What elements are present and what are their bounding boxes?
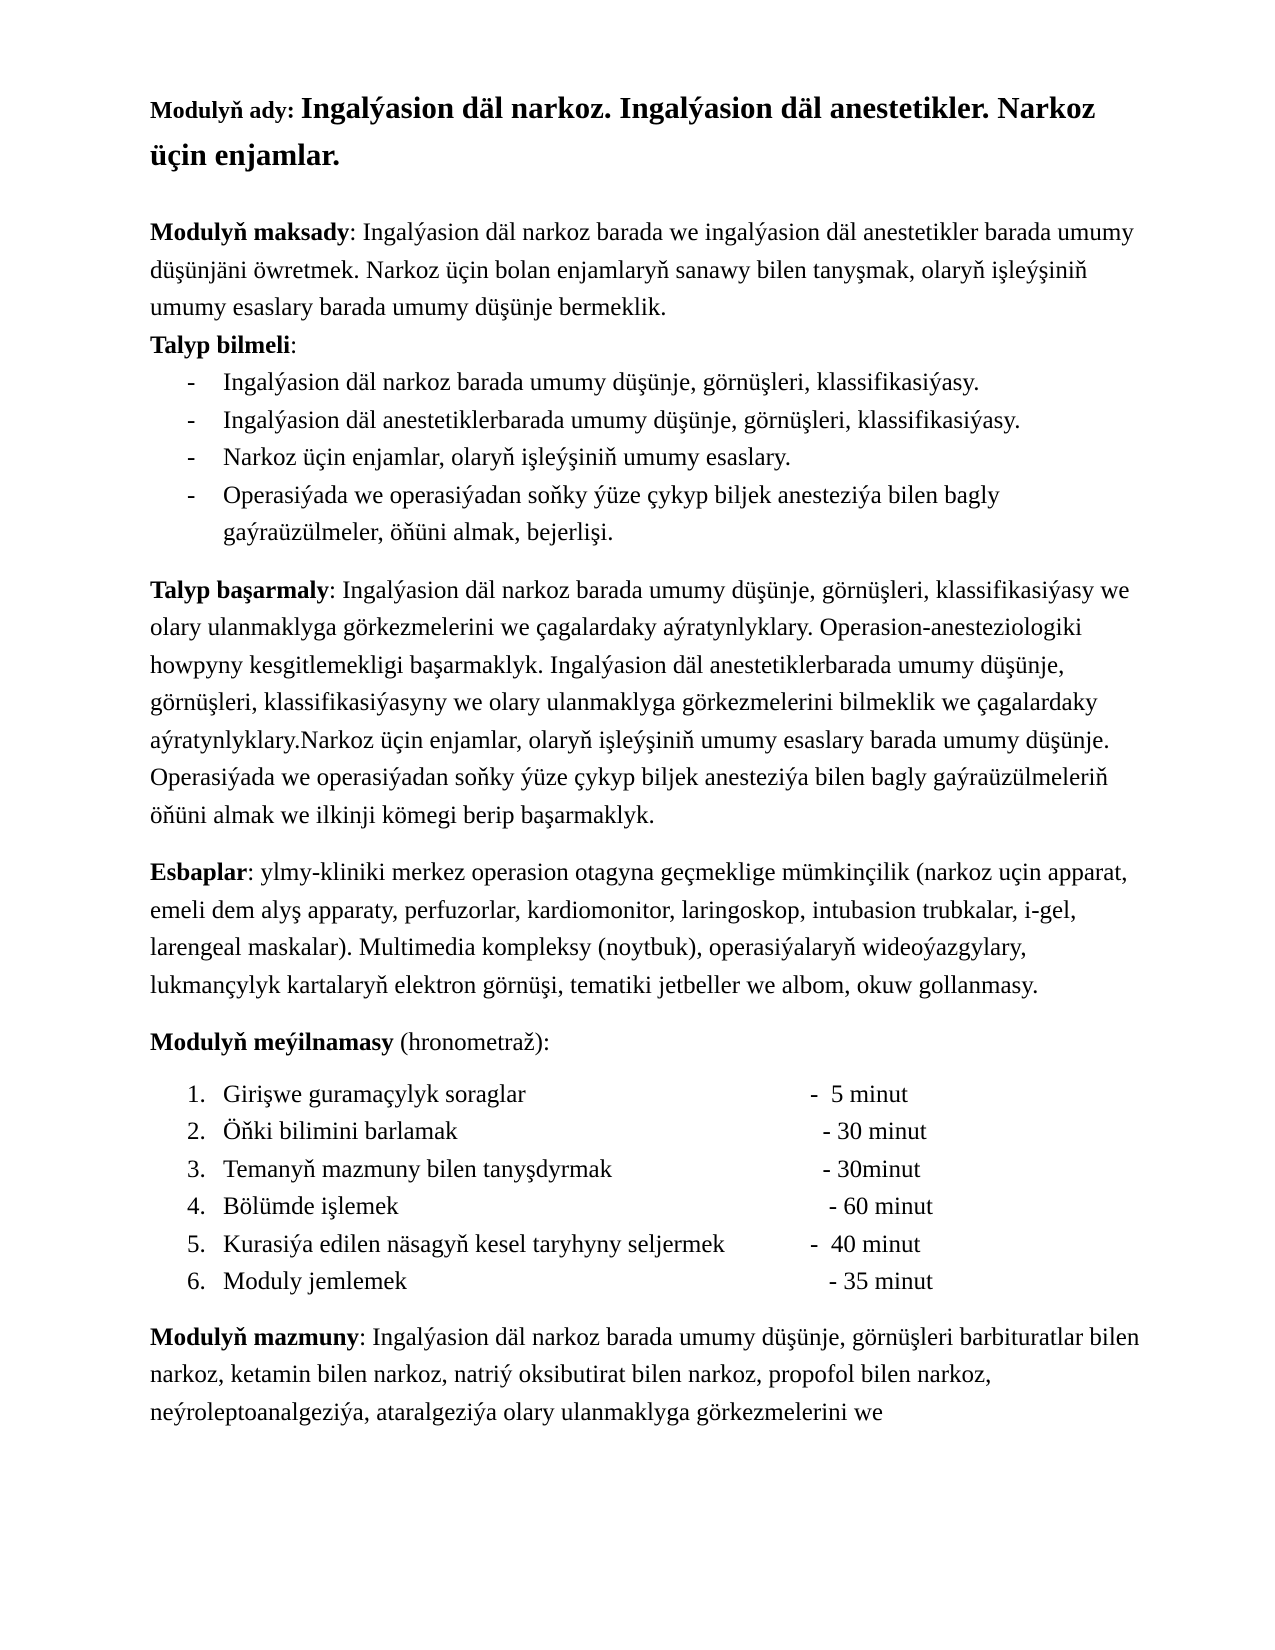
plan-item-text: Öňki bilimini barlamak — [223, 1118, 458, 1145]
aim-label: Modulyň maksady — [150, 219, 350, 246]
plan-item-duration: - 40 minut — [810, 1230, 921, 1258]
plan-item-text: Girişwe guramaçylyk soraglar — [223, 1080, 526, 1108]
equipment-paragraph — [150, 854, 1155, 1004]
plan-item-duration: - 5 minut — [810, 1080, 908, 1108]
skills-section — [150, 572, 1155, 835]
list-item — [150, 1226, 1155, 1264]
plan-item-text: Kurasiýa edilen näsagyň kesel taryhyny seljermek — [223, 1230, 725, 1258]
content-colon: : — [359, 1323, 367, 1351]
equipment-section — [150, 854, 1155, 1004]
plan-label: Modulyň meýilnamasy — [150, 1029, 394, 1056]
knowledge-item-text: Operasiýada we operasiýadan soňky ýüze çykyp biljek anesteziýa bilen bagly gaýraüzülmeler, öňüni almak, bejerlişi. — [223, 481, 1000, 546]
aim-paragraph — [150, 214, 1155, 327]
plan-item-text: Moduly jemlemek — [223, 1268, 407, 1295]
list-item — [150, 1113, 1155, 1151]
plan-item-number: 1. — [187, 1080, 206, 1108]
content-text: Ingalýasion däl narkoz barada umumy düşünje, görnüşleri barbituratlar bilen narkoz, ketamin bilen narkoz, natriý oksibutirat bilen narkoz, propofol bilen narkoz, neýroleptoanalgeziýa, ataralgeziýa olary ulanmaklyga görkezmelerini we — [150, 1323, 1140, 1426]
knowledge-item-text: Ingalýasion däl anestetiklerbarada umumy düşünje, görnüşleri, klassifikasiýasy. — [223, 406, 1021, 434]
knowledge-item-text: Narkoz üçin enjamlar, olaryň işleýşiniň umumy esaslary. — [223, 444, 792, 471]
list-item — [150, 1188, 1155, 1226]
plan-item-duration: - 30minut — [810, 1155, 921, 1183]
plan-item-number: 5. — [187, 1230, 206, 1258]
knowledge-label: Talyp bilmeli — [150, 331, 291, 359]
plan-item-number: 2. — [187, 1118, 206, 1145]
list-item — [150, 439, 1155, 477]
plan-item-number: 3. — [187, 1155, 206, 1183]
skills-paragraph-2: Operasiýada we operasiýadan soňky ýüze çykyp biljek anesteziýa bilen bagly gaýraüzülmeleriň öňüni almak we ilkinji kömegi berip başarmaklyk. — [150, 764, 1108, 829]
plan-item-text: Bölümde işlemek — [223, 1193, 399, 1220]
content-paragraph — [150, 1319, 1155, 1432]
module-title-label: Modulyň ady — [150, 98, 287, 124]
list-item — [150, 364, 1155, 402]
plan-heading — [150, 1024, 1155, 1062]
plan-item-duration: - 30 minut — [810, 1118, 927, 1145]
knowledge-list — [150, 364, 1155, 552]
dash-bullet: - — [187, 369, 196, 396]
plan-item-text: Temanyň mazmuny bilen tanyşdyrmak — [223, 1155, 613, 1183]
knowledge-colon: : — [290, 331, 298, 359]
equipment-colon: : — [247, 859, 255, 886]
list-item — [150, 1151, 1155, 1189]
plan-list — [150, 1076, 1155, 1301]
plan-item-duration: - 60 minut — [810, 1193, 933, 1220]
skills-label: Talyp başarmaly — [150, 576, 329, 604]
list-item — [150, 402, 1155, 440]
module-title — [150, 86, 1155, 180]
skills-text: Ingalýasion däl narkoz barada umumy düşünje, görnüşleri, klassifikasiýasy we olary ulanmaklyga görkezmelerini we çagalardaky aýratynlyklary. Operasion-anesteziologiki howpyny kesgitlemekligi başarmaklyk. Ingalýasion däl anestetiklerbarada umumy düşünje, görnüşleri, klassifikasiýasyny we olary ulanmaklyga görkezmelerini bilmeklik we çagalardaky aýratynlyklary.Narkoz üçin enjamlar, olaryň işleýşiniň umumy esaslary barada umumy düşünje. — [150, 576, 1130, 754]
aim-colon: : — [349, 219, 357, 246]
skills-colon: : — [328, 576, 336, 604]
skills-paragraph — [150, 572, 1155, 760]
plan-item-number: 4. — [187, 1193, 206, 1220]
list-item — [150, 1263, 1155, 1301]
plan-note: (hronometraž): — [393, 1029, 550, 1056]
dash-bullet: - — [187, 444, 196, 471]
plan-item-number: 6. — [187, 1268, 206, 1295]
equipment-label: Esbaplar — [150, 859, 248, 886]
content-label: Modulyň mazmuny — [150, 1323, 360, 1351]
equipment-text: ylmy-kliniki merkez operasion otagyna geçmeklige mümkinçilik (narkoz uçin apparat, emeli dem alyş apparaty, perfuzorlar, kardiomonitor, laringoskop, intubasion trubkalar, i-gel, larengeal maskalar). Multimedia kompleksy (noytbuk), operasiýalaryň wideoýazgylary, lukmançylyk kartalaryň elektron görnüşi, tematiki jetbeller we albom, okuw gollanmasy. — [150, 859, 1128, 999]
plan-item-duration: - 35 minut — [810, 1268, 933, 1295]
module-title-text: Ingalýasion däl narkoz. Ingalýasion däl anestetikler. Narkoz üçin enjamlar. — [150, 90, 1096, 172]
list-item — [150, 1076, 1155, 1114]
aim-text: Ingalýasion däl narkoz barada we ingalýasion däl anestetikler barada umumy düşünjäni öwretmek. Narkoz üçin bolan enjamlaryň sanawy bilen tanyşmak, olaryň işleýşiniň umumy esaslary barada umumy düşünje bermeklik. — [150, 219, 1134, 321]
knowledge-heading — [150, 327, 1155, 365]
dash-bullet: - — [187, 481, 196, 509]
dash-bullet: - — [187, 406, 196, 434]
list-item — [150, 477, 1155, 552]
module-title-colon: : — [286, 98, 301, 124]
knowledge-item-text: Ingalýasion däl narkoz barada umumy düşünje, görnüşleri, klassifikasiýasy. — [223, 369, 980, 396]
